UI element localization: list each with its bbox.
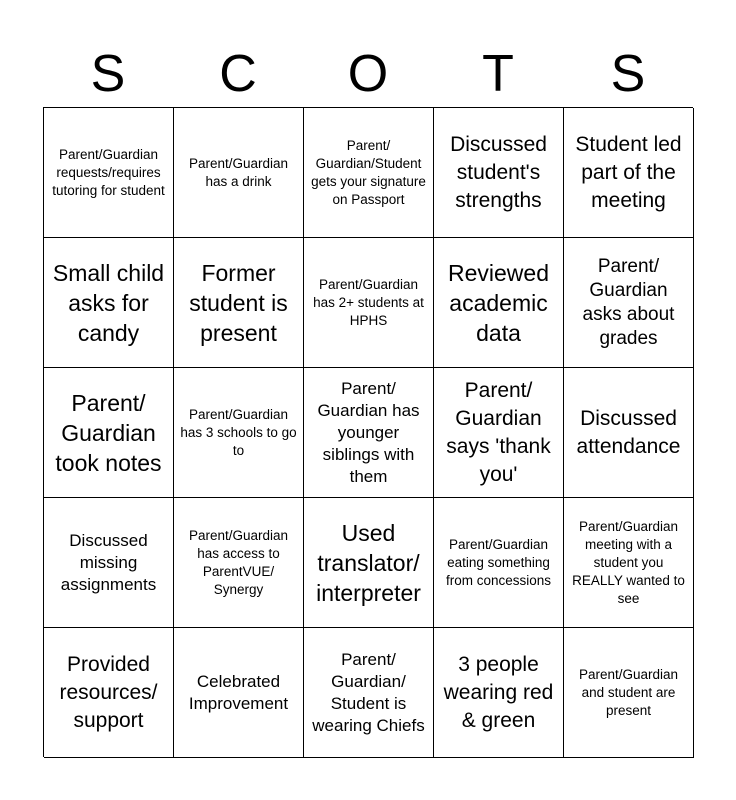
cell-text: Parent/Guardian meeting with a student you REALLY wanted to see xyxy=(572,518,685,606)
header-letter-5: S xyxy=(610,45,646,103)
bingo-cell[interactable] xyxy=(174,108,304,238)
cell-text: Parent/ Guardian/Student gets your signature on Passport xyxy=(311,137,426,207)
bingo-cell[interactable] xyxy=(174,238,304,368)
bingo-cell[interactable] xyxy=(434,368,564,498)
bingo-cell[interactable] xyxy=(564,238,694,368)
cell-text: Discussed missing assignments xyxy=(60,530,157,594)
cell-text: Parent/ Guardian took notes xyxy=(55,389,162,476)
header-letter-1: S xyxy=(90,45,126,103)
bingo-cell[interactable] xyxy=(174,368,304,498)
bingo-cell[interactable] xyxy=(44,368,174,498)
cell-text: Parent/ Guardian says 'thank you' xyxy=(446,378,551,486)
bingo-cell[interactable] xyxy=(434,108,564,238)
bingo-cell[interactable] xyxy=(44,498,174,628)
bingo-cell[interactable] xyxy=(564,628,694,758)
bingo-cell[interactable] xyxy=(174,628,304,758)
cell-text: Celebrated Improvement xyxy=(188,671,289,713)
cell-text: Reviewed academic data xyxy=(448,259,549,346)
bingo-cell[interactable] xyxy=(434,238,564,368)
bingo-cell[interactable] xyxy=(44,108,174,238)
cell-text: Parent/Guardian has access to ParentVUE/ Synergy xyxy=(188,527,289,597)
bingo-board xyxy=(43,107,693,757)
bingo-cell[interactable] xyxy=(174,498,304,628)
cell-text: Provided resources/ support xyxy=(59,652,158,732)
bingo-cell[interactable] xyxy=(564,108,694,238)
bingo-cell[interactable] xyxy=(304,628,434,758)
cell-text: Parent/ Guardian asks about grades xyxy=(582,255,675,349)
bingo-cell[interactable] xyxy=(304,368,434,498)
bingo-cell[interactable] xyxy=(434,628,564,758)
cell-text: Parent/Guardian eating something from concessions xyxy=(445,536,552,588)
bingo-cell[interactable] xyxy=(44,628,174,758)
header-letter-3: O xyxy=(347,45,389,103)
cell-text: Student led part of the meeting xyxy=(575,132,682,212)
header-letter-2: C xyxy=(219,45,257,103)
cell-text: 3 people wearing red & green xyxy=(443,652,554,732)
bingo-cell[interactable] xyxy=(304,498,434,628)
cell-text: Parent/Guardian has 3 schools to go to xyxy=(180,406,297,458)
bingo-cell[interactable] xyxy=(564,498,694,628)
cell-text: Parent/Guardian has 2+ students at HPHS xyxy=(313,276,424,328)
bingo-cell[interactable] xyxy=(564,368,694,498)
header-letter-4: T xyxy=(482,45,514,103)
cell-text: Used translator/ interpreter xyxy=(316,519,421,606)
bingo-cell[interactable] xyxy=(304,238,434,368)
cell-text: Parent/Guardian has a drink xyxy=(188,155,289,189)
cell-text: Discussed attendance xyxy=(576,406,681,458)
cell-text: Small child asks for candy xyxy=(52,259,165,346)
bingo-cell[interactable] xyxy=(434,498,564,628)
bingo-header xyxy=(43,40,693,108)
cell-text: Parent/Guardian requests/requires tutoring for student xyxy=(52,146,165,198)
cell-text: Discussed student's strengths xyxy=(450,132,547,212)
cell-text: Former student is present xyxy=(189,259,288,346)
bingo-cell[interactable] xyxy=(304,108,434,238)
bingo-cell[interactable] xyxy=(44,238,174,368)
cell-text: Parent/ Guardian/ Student is wearing Chiefs xyxy=(312,649,425,735)
cell-text: Parent/ Guardian has younger siblings with them xyxy=(317,378,420,486)
cell-text: Parent/Guardian and student are present xyxy=(578,666,679,718)
